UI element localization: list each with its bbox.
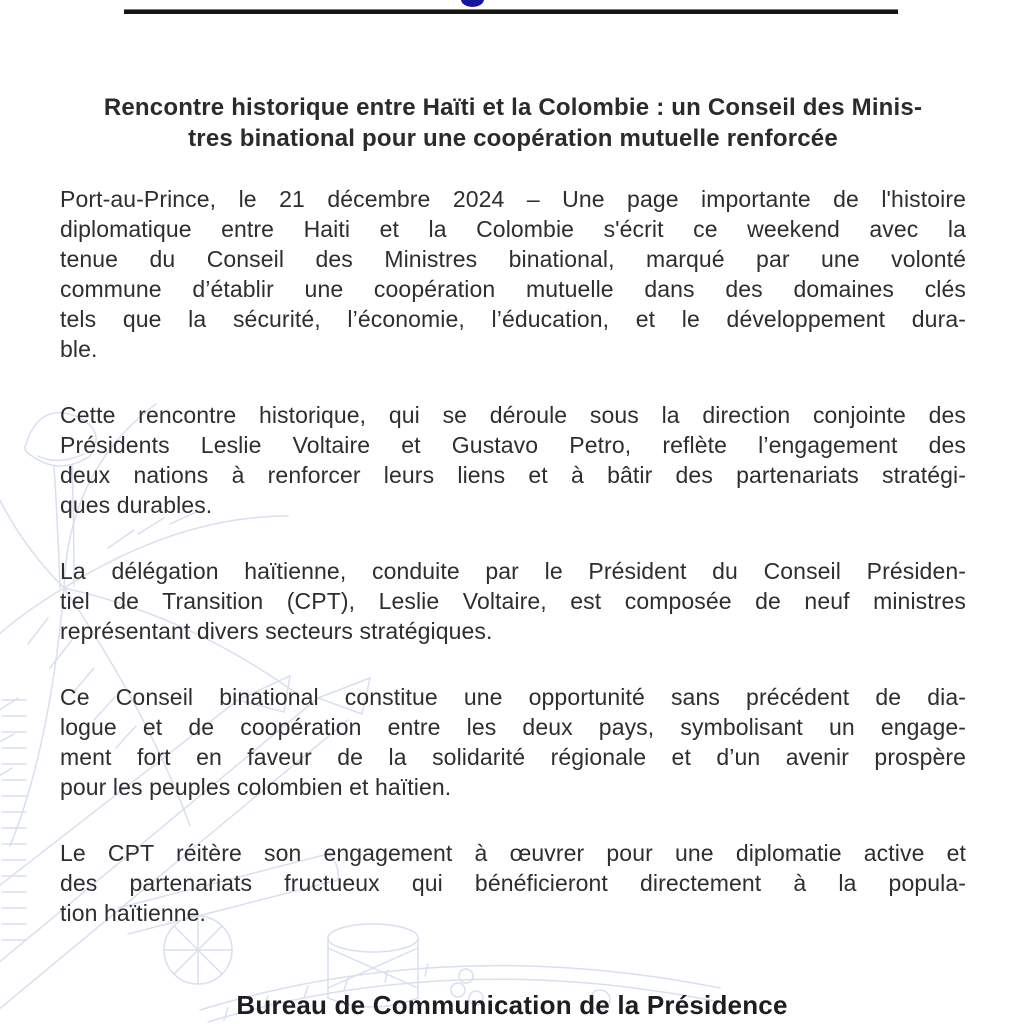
body-line: tels que la sécurité, l’économie, l’éducation, et le développement dura-	[60, 306, 966, 332]
body-line: Ce Conseil binational constitue une opportunité sans précédent de dia-	[60, 684, 966, 710]
body-line: Présidents Leslie Voltaire et Gustavo Petro, reflète l’engagement des	[60, 432, 966, 458]
body-line: ques durables.	[60, 492, 213, 518]
paragraph-conseil	[60, 682, 966, 802]
body-line: La délégation haïtienne, conduite par le Président du Conseil Présiden-	[60, 558, 966, 584]
body-line: Cette rencontre historique, qui se déroule sous la direction conjointe des	[60, 402, 966, 428]
body-line: diplomatique entre Haiti et la Colombie s'écrit ce weekend avec la	[60, 216, 966, 242]
body-line: ment fort en faveur de la solidarité régionale et d’un avenir prospère	[60, 744, 966, 770]
body-line: Le CPT réitère son engagement à œuvrer pour une diplomatie active et	[60, 840, 966, 866]
paragraph-dateline	[60, 184, 966, 364]
document-body	[60, 0, 966, 964]
paragraph-delegation	[60, 556, 966, 646]
body-line: des partenariats fructueux qui bénéficieront directement à la popula-	[60, 870, 966, 896]
paragraph-presidents	[60, 400, 966, 520]
paragraph-cpt	[60, 838, 966, 928]
body-line: deux nations à renforcer leurs liens et à bâtir des partenariats stratégi-	[60, 462, 966, 488]
body-line: ble.	[60, 336, 98, 362]
body-line: Port-au-Prince, le 21 décembre 2024 – Une page importante de l'histoire	[60, 186, 966, 212]
body-line: logue et de coopération entre les deux pays, symbolisant un engage-	[60, 714, 966, 740]
body-line: tion haïtienne.	[60, 900, 207, 926]
page-title	[60, 92, 966, 154]
title-line: tres binational pour une coopération mutuelle renforcée	[188, 125, 838, 152]
title-line: Rencontre historique entre Haïti et la Colombie : un Conseil des Minis-	[103, 94, 923, 121]
body-line: tiel de Transition (CPT), Leslie Voltaire, est composée de neuf ministres	[60, 588, 966, 614]
body-line: commune d’établir une coopération mutuelle dans des domaines clés	[60, 276, 966, 302]
body-line: tenue du Conseil des Ministres binational, marqué par une volonté	[60, 246, 966, 272]
body-line: pour les peuples colombien et haïtien.	[60, 774, 452, 800]
footer-signature: Bureau de Communication de la Présidence	[236, 990, 788, 1020]
body-line: représentant divers secteurs stratégiques.	[60, 618, 493, 644]
